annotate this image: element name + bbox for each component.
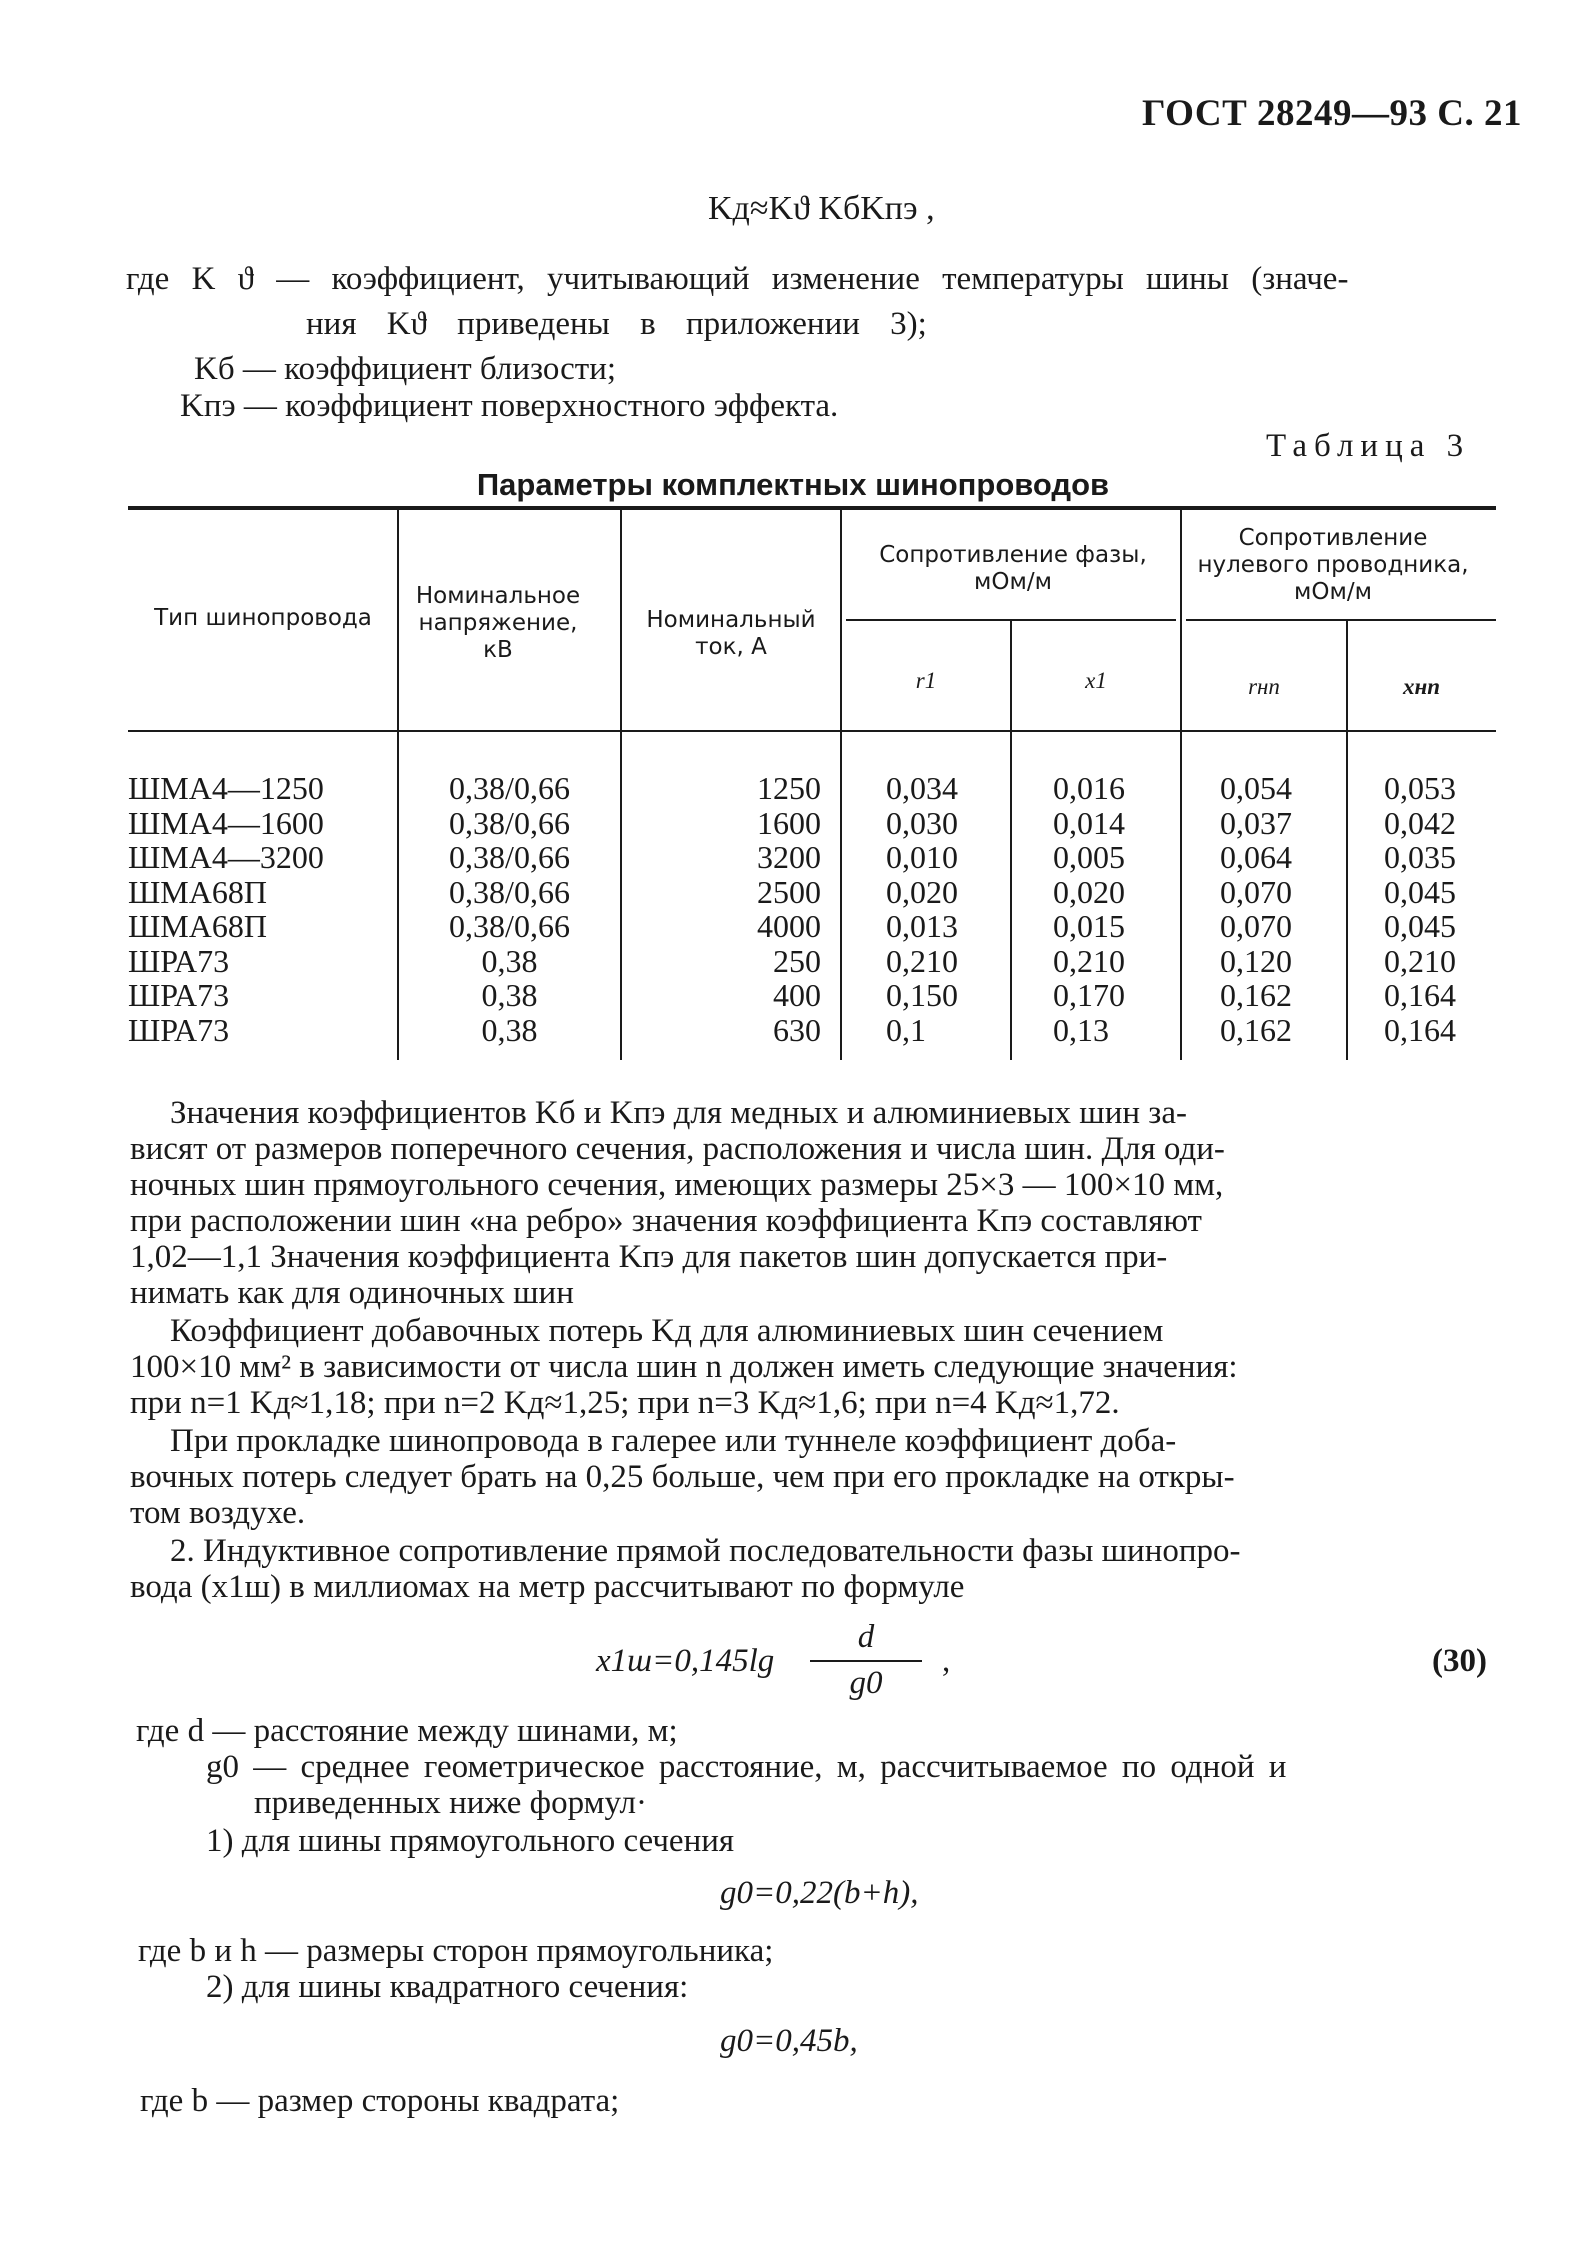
column-type — [128, 771, 398, 1047]
cell-rnp: 0,070 — [1220, 908, 1292, 944]
column-r1 — [886, 771, 1011, 1047]
cell-x1: 0,020 — [1053, 873, 1125, 910]
cell-xnp: 0,164 — [1384, 977, 1456, 1013]
cell-r1: 0,010 — [886, 839, 958, 875]
cell-x1: 0,005 — [1053, 839, 1125, 875]
paragraph-line: при расположении шин «на ребро» значения коэффициента Kпэ составляют — [130, 1203, 1202, 1239]
definition-kpe: Kпэ — коэффициент поверхностного эффекта. — [180, 388, 839, 424]
header-xnp: xнп — [1402, 674, 1441, 699]
cell-x1: 0,170 — [1053, 977, 1125, 1013]
cell-x1: 0,015 — [1053, 908, 1125, 944]
cell-current: 3200 — [757, 839, 821, 875]
formula-30-denominator: g0 — [849, 1665, 883, 1701]
cell-current: 1250 — [757, 770, 821, 806]
header-rnp: rнп — [1248, 674, 1280, 699]
cell-x1: 0,13 — [1053, 1011, 1109, 1048]
definition-b: где b — размер стороны квадрата; — [140, 2083, 620, 2119]
cell-x1: 0,016 — [1053, 770, 1125, 806]
paragraph-line: 1,02—1,1 Значения коэффициента Kпэ для пакетов шин допускается при- — [130, 1239, 1168, 1275]
cell-x1: 0,014 — [1053, 804, 1125, 841]
parameters-table — [128, 505, 1496, 1060]
paragraph-line: Значения коэффициентов Kб и Kпэ для медных и алюминиевых шин за- — [170, 1095, 1187, 1131]
header-type: Тип шинопровода — [154, 605, 372, 631]
cell-rnp: 0,162 — [1220, 977, 1292, 1013]
cell-current: 1600 — [757, 804, 821, 841]
cell-rnp: 0,037 — [1220, 804, 1292, 841]
column-rnp — [1220, 771, 1347, 1047]
definition-bh: где b и h — размеры сторон прямоугольника; — [138, 1933, 774, 1969]
cell-voltage: 0,38 — [481, 1011, 538, 1048]
item-square: 2) для шины квадратного сечения: — [206, 1969, 689, 2005]
header-x1: x1 — [1085, 668, 1107, 693]
cell-xnp: 0,035 — [1384, 839, 1456, 875]
column-xnp — [1384, 771, 1496, 1047]
cell-r1: 0,020 — [886, 873, 958, 910]
definition-k-theta-cont: ния Kϑ приведены в приложении 3); — [306, 306, 927, 342]
cell-voltage: 0,38/0,66 — [449, 908, 570, 944]
cell-type: ШРА73 — [128, 942, 230, 979]
header-zero-resistance: Сопротивление нулевого проводника, мОм/м — [1197, 525, 1469, 605]
cell-rnp: 0,054 — [1220, 770, 1292, 806]
cell-voltage: 0,38/0,66 — [449, 804, 570, 841]
cell-xnp: 0,045 — [1384, 873, 1456, 910]
cell-rnp: 0,064 — [1220, 839, 1292, 875]
cell-voltage: 0,38/0,66 — [449, 873, 570, 910]
formula-kd: Kд≈Kϑ KбKпэ , — [708, 190, 935, 227]
column-current — [621, 771, 821, 1047]
definition-g0: g0 — среднее геометрическое расстояние, м, рассчитываемое по одной и — [206, 1749, 1287, 1785]
header-r1: r1 — [915, 668, 937, 693]
cell-xnp: 0,053 — [1384, 770, 1456, 806]
definition-d: где d — расстояние между шинами, м; — [136, 1713, 678, 1749]
paragraph-line: вочных потерь следует брать на 0,25 больше, чем при его прокладке на откры- — [130, 1459, 1235, 1495]
header-voltage: Номинальное напряжение, кВ — [415, 583, 581, 663]
cell-xnp: 0,045 — [1384, 908, 1456, 944]
cell-current: 630 — [773, 1011, 821, 1048]
definition-g0-cont: приведенных ниже формул· — [254, 1785, 647, 1821]
paragraph-line: При прокладке шинопровода в галерее или туннеле коэффициент доба- — [170, 1423, 1177, 1459]
cell-r1: 0,150 — [886, 977, 958, 1013]
cell-xnp: 0,210 — [1384, 942, 1456, 979]
table-number: Таблица 3 — [1266, 428, 1471, 464]
cell-x1: 0,210 — [1053, 942, 1125, 979]
cell-type: ШРА73 — [128, 977, 230, 1013]
formula-30-comma: , — [942, 1643, 951, 1679]
paragraph-line: 2. Индуктивное сопротивление прямой последовательности фазы шинопро- — [170, 1533, 1241, 1569]
definition-k-theta: где K ϑ — коэффициент, учитывающий изменение температуры шины (значе- — [126, 261, 1349, 297]
cell-rnp: 0,070 — [1220, 873, 1292, 910]
formula-30-fraction-bar — [810, 1660, 922, 1662]
cell-current: 250 — [773, 942, 821, 979]
cell-current: 4000 — [757, 908, 821, 944]
paragraph-line: Коэффициент добавочных потерь Kд для алюминиевых шин сечением — [170, 1313, 1164, 1349]
cell-type: ШМА4—1600 — [128, 804, 324, 841]
cell-xnp: 0,164 — [1384, 1011, 1456, 1048]
item-rectangular: 1) для шины прямоугольного сечения — [206, 1823, 735, 1859]
cell-rnp: 0,120 — [1220, 942, 1292, 979]
formula-30-numerator: d — [857, 1619, 875, 1655]
header-phase-resistance: Сопротивление фазы, мОм/м — [879, 542, 1147, 595]
paragraph-line: том воздухе. — [130, 1495, 306, 1531]
cell-voltage: 0,38/0,66 — [449, 770, 570, 806]
cell-r1: 0,030 — [886, 804, 958, 841]
cell-r1: 0,210 — [886, 942, 958, 979]
cell-current: 400 — [773, 977, 821, 1013]
cell-voltage: 0,38 — [481, 977, 538, 1013]
cell-type: ШМА68П — [128, 873, 267, 910]
formula-square: g0=0,45b, — [720, 2023, 858, 2059]
cell-r1: 0,034 — [886, 770, 958, 806]
definition-kb: Kб — коэффициент близости; — [194, 351, 617, 387]
cell-r1: 0,013 — [886, 908, 958, 944]
header-current: Номинальный ток, А — [646, 607, 816, 660]
page-header: ГОСТ 28249—93 С. 21 — [1142, 93, 1522, 134]
cell-rnp: 0,162 — [1220, 1011, 1292, 1048]
paragraph-line: вода (x1ш) в миллиомах на метр рассчитывают по формуле — [130, 1569, 965, 1605]
paragraph-line: ночных шин прямоугольного сечения, имеющих размеры 25×3 — 100×10 мм, — [130, 1167, 1224, 1203]
paragraph-line: висят от размеров поперечного сечения, расположения и числа шин. Для оди- — [130, 1131, 1225, 1167]
column-voltage — [398, 771, 621, 1047]
cell-voltage: 0,38 — [481, 942, 538, 979]
column-x1 — [1053, 771, 1181, 1047]
formula-30-number: (30) — [1432, 1643, 1487, 1679]
cell-type: ШМА4—3200 — [128, 839, 324, 875]
formula-rectangular: g0=0,22(b+h), — [720, 1875, 919, 1911]
cell-type: ШМА4—1250 — [128, 770, 324, 806]
cell-type: ШМА68П — [128, 908, 267, 944]
formula-30-left: x1ш=0,145lg — [596, 1643, 775, 1679]
cell-current: 2500 — [757, 873, 821, 910]
paragraph-line: 100×10 мм² в зависимости от числа шин n должен иметь следующие значения: — [130, 1349, 1238, 1385]
paragraph-line: нимать как для одиночных шин — [130, 1275, 574, 1311]
cell-voltage: 0,38/0,66 — [449, 839, 570, 875]
cell-type: ШРА73 — [128, 1011, 230, 1048]
paragraph-line: при n=1 Kд≈1,18; при n=2 Kд≈1,25; при n=3 Kд≈1,6; при n=4 Kд≈1,72. — [130, 1385, 1120, 1421]
cell-r1: 0,1 — [886, 1011, 926, 1048]
cell-xnp: 0,042 — [1384, 804, 1456, 841]
table-title: Параметры комплектных шинопроводов — [476, 467, 1110, 502]
